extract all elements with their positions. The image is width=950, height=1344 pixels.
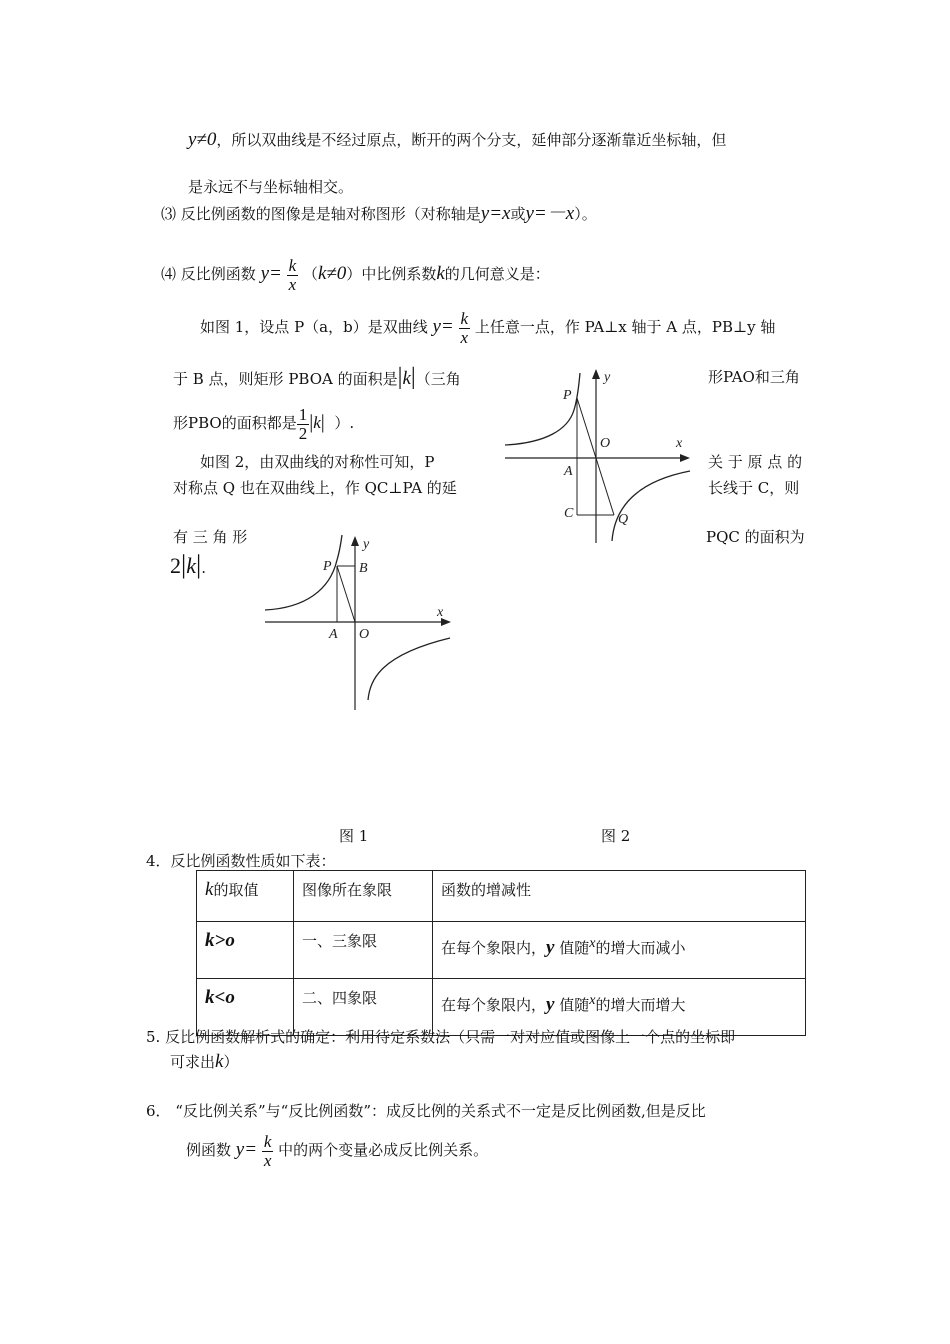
math-y-eq: y= xyxy=(235,1139,258,1160)
abs-k-var: k xyxy=(402,368,411,389)
label-p: P xyxy=(563,388,572,403)
frac-num: k xyxy=(263,1131,272,1151)
frac-num: k xyxy=(288,255,297,275)
text-b: 值随 xyxy=(559,996,590,1014)
abs-k-var: k xyxy=(313,413,321,432)
frac-den: x xyxy=(460,327,469,347)
hyperbola-branch-lower xyxy=(368,638,450,700)
intro-line-2: 是永远不与坐标轴相交。 xyxy=(188,178,354,196)
math-k-gt-o: k>o xyxy=(205,930,235,951)
math-y-eq-x: y=x xyxy=(480,203,511,224)
math-k-neq-0: k≠0 xyxy=(317,263,347,284)
y-axis-arrow xyxy=(351,536,359,546)
math-x: x xyxy=(589,993,596,1008)
item-4-mid: ）中比例系数 xyxy=(346,265,437,283)
label-o: O xyxy=(600,436,611,451)
label-y: y xyxy=(363,537,370,552)
segment-po xyxy=(337,566,355,622)
caption-fig-2: 图 2 xyxy=(601,827,631,845)
fraction-one-half xyxy=(297,406,310,443)
area-coefficient: 2 xyxy=(170,553,181,578)
math-y: y xyxy=(546,937,555,958)
item-4-prefix: ⑷ 反比例函数 xyxy=(161,265,256,283)
label-a: A xyxy=(329,627,338,642)
fig1-line-2 xyxy=(173,364,461,390)
properties-table xyxy=(196,870,806,1036)
label-c: C xyxy=(564,506,574,521)
intro-line-1 xyxy=(188,130,726,150)
hyperbola-branch-upper xyxy=(505,373,580,445)
label-p: P xyxy=(323,559,332,574)
item-4: ⑷ 反比例函数 y= $\frac{k}{x}$ （k≠0）中比例系数k的几何意义是： xyxy=(161,255,550,294)
intro-text: ，所以双曲线是不经过原点，断开的两个分支，延伸部分逐渐靠近坐标轴，但 xyxy=(216,131,727,149)
item-6-text-b: 中的两个变量必成反比例关系。 xyxy=(278,1141,489,1159)
item-3-mid: 或 xyxy=(510,205,526,223)
item-6-line-1: 6． “反比例关系”与“反比例函数”：成反比例的关系式不一定是反比例函数,但是反比 xyxy=(146,1102,706,1120)
header-k-suffix: 的取值 xyxy=(213,881,259,899)
fraction-k-over-x xyxy=(459,310,471,347)
header-quadrant: 图像所在象限 xyxy=(294,871,433,922)
hyperbola-branch-lower xyxy=(612,471,690,541)
fig2-line-3a: 有 三 角 形 xyxy=(173,528,248,546)
x-axis-arrow xyxy=(680,454,690,462)
fig1-line-1 xyxy=(200,307,775,347)
fig2-line-1b: 关 于 原 点 的 xyxy=(708,453,803,471)
fraction-k-over-x xyxy=(262,1133,274,1170)
fig2-line-1a: 如图 2，由双曲线的对称性可知，P xyxy=(200,453,435,471)
math-y-eq-neg-x: y=－x xyxy=(525,203,575,224)
cell-monotone xyxy=(433,922,806,979)
item-6-line-2 xyxy=(186,1130,488,1170)
text-b: 值随 xyxy=(559,939,590,957)
cell-k xyxy=(197,922,294,979)
label-q: Q xyxy=(618,512,629,527)
fig2-line-3b: PQC 的面积为 xyxy=(706,528,805,546)
fig1-text-e: 形PBO的面积都是 xyxy=(173,414,297,432)
text-c: 的增大而增大 xyxy=(595,996,686,1014)
math-k: k xyxy=(436,263,445,284)
text-c: 的增大而减小 xyxy=(595,939,686,957)
fig1-line-3 xyxy=(173,402,354,443)
item-6-text-a: 例函数 xyxy=(186,1141,232,1159)
math-y-eq: y= xyxy=(432,316,454,337)
frac-den: x xyxy=(288,274,297,294)
text-a: 在每个象限内， xyxy=(441,939,547,957)
fig2-line-2a: 对称点 Q 也在双曲线上，作 QC⊥PA 的延 xyxy=(173,479,457,497)
frac-den: x xyxy=(263,1150,272,1170)
y-axis-arrow xyxy=(592,369,600,379)
cell-quadrant: 二、四象限 xyxy=(294,979,433,1036)
abs-k: |k| xyxy=(309,411,325,433)
math-x: x xyxy=(589,936,596,951)
math-k: k xyxy=(205,879,214,900)
fraction-k-over-x xyxy=(287,257,299,294)
item-5-line-2 xyxy=(170,1052,238,1072)
fig1-text-d: （三角 xyxy=(415,370,461,388)
abs-k: |k| xyxy=(397,364,416,390)
math-y-eq: y= xyxy=(260,263,282,284)
figure-left xyxy=(255,530,455,715)
frac-num: 1 xyxy=(298,404,308,424)
item-5-line-1: 5. 反比例函数解析式的确定：利用待定系数法（只需一对对应值或图像上一个点的坐标即 xyxy=(146,1028,736,1046)
fig2-line-2b: 长线于 C，则 xyxy=(708,479,800,497)
table-row xyxy=(197,922,806,979)
area-2-abs-k: 2|k|. xyxy=(170,550,206,579)
text-a: 在每个象限内， xyxy=(441,996,547,1014)
item-4-suffix: 的几何意义是： xyxy=(444,265,550,283)
label-y: y xyxy=(604,370,611,385)
label-x: x xyxy=(437,605,444,620)
fig1-text-b: 上任意一点，作 PA⊥x 轴于 A 点，PB⊥y 轴 xyxy=(474,318,776,336)
label-o: O xyxy=(359,627,370,642)
caption-fig-1: 图 1 xyxy=(339,827,369,845)
label-a: A xyxy=(564,464,573,479)
math-y: y xyxy=(546,994,555,1015)
item-3-prefix: ⑶ 反比例函数的图像是是轴对称图形（对称轴是 xyxy=(161,205,481,223)
math-y-neq-0: y≠0 xyxy=(188,129,217,150)
abs-k: |k| xyxy=(181,550,202,579)
item-3 xyxy=(161,204,597,224)
cell-quadrant: 一、三象限 xyxy=(294,922,433,979)
fig1-line-2-right: 形PAO和三角 xyxy=(708,368,800,386)
math-k: k xyxy=(215,1051,224,1072)
label-b: B xyxy=(359,561,368,576)
item-5-text-b: ） xyxy=(223,1053,239,1071)
item-3-suffix: ）。 xyxy=(574,205,597,223)
item-5-text-a: 可求出 xyxy=(170,1053,216,1071)
fig1-text-c: 于 B 点，则矩形 PBOA 的面积是 xyxy=(173,370,398,388)
fig1-text-a: 如图 1，设点 P（a，b）是双曲线 xyxy=(200,318,428,336)
label-x: x xyxy=(676,436,683,451)
table-header-row xyxy=(197,871,806,922)
header-k xyxy=(197,871,294,922)
figure-right xyxy=(500,365,700,547)
fig1-text-f: ）. xyxy=(334,414,355,432)
frac-num: k xyxy=(460,308,469,328)
header-monotone: 函数的增减性 xyxy=(433,871,806,922)
table-heading: 4．反比例函数性质如下表： xyxy=(146,852,336,870)
abs-k-var: k xyxy=(186,553,196,578)
math-k-lt-o: k<o xyxy=(205,987,235,1008)
frac-den: 2 xyxy=(298,423,308,443)
